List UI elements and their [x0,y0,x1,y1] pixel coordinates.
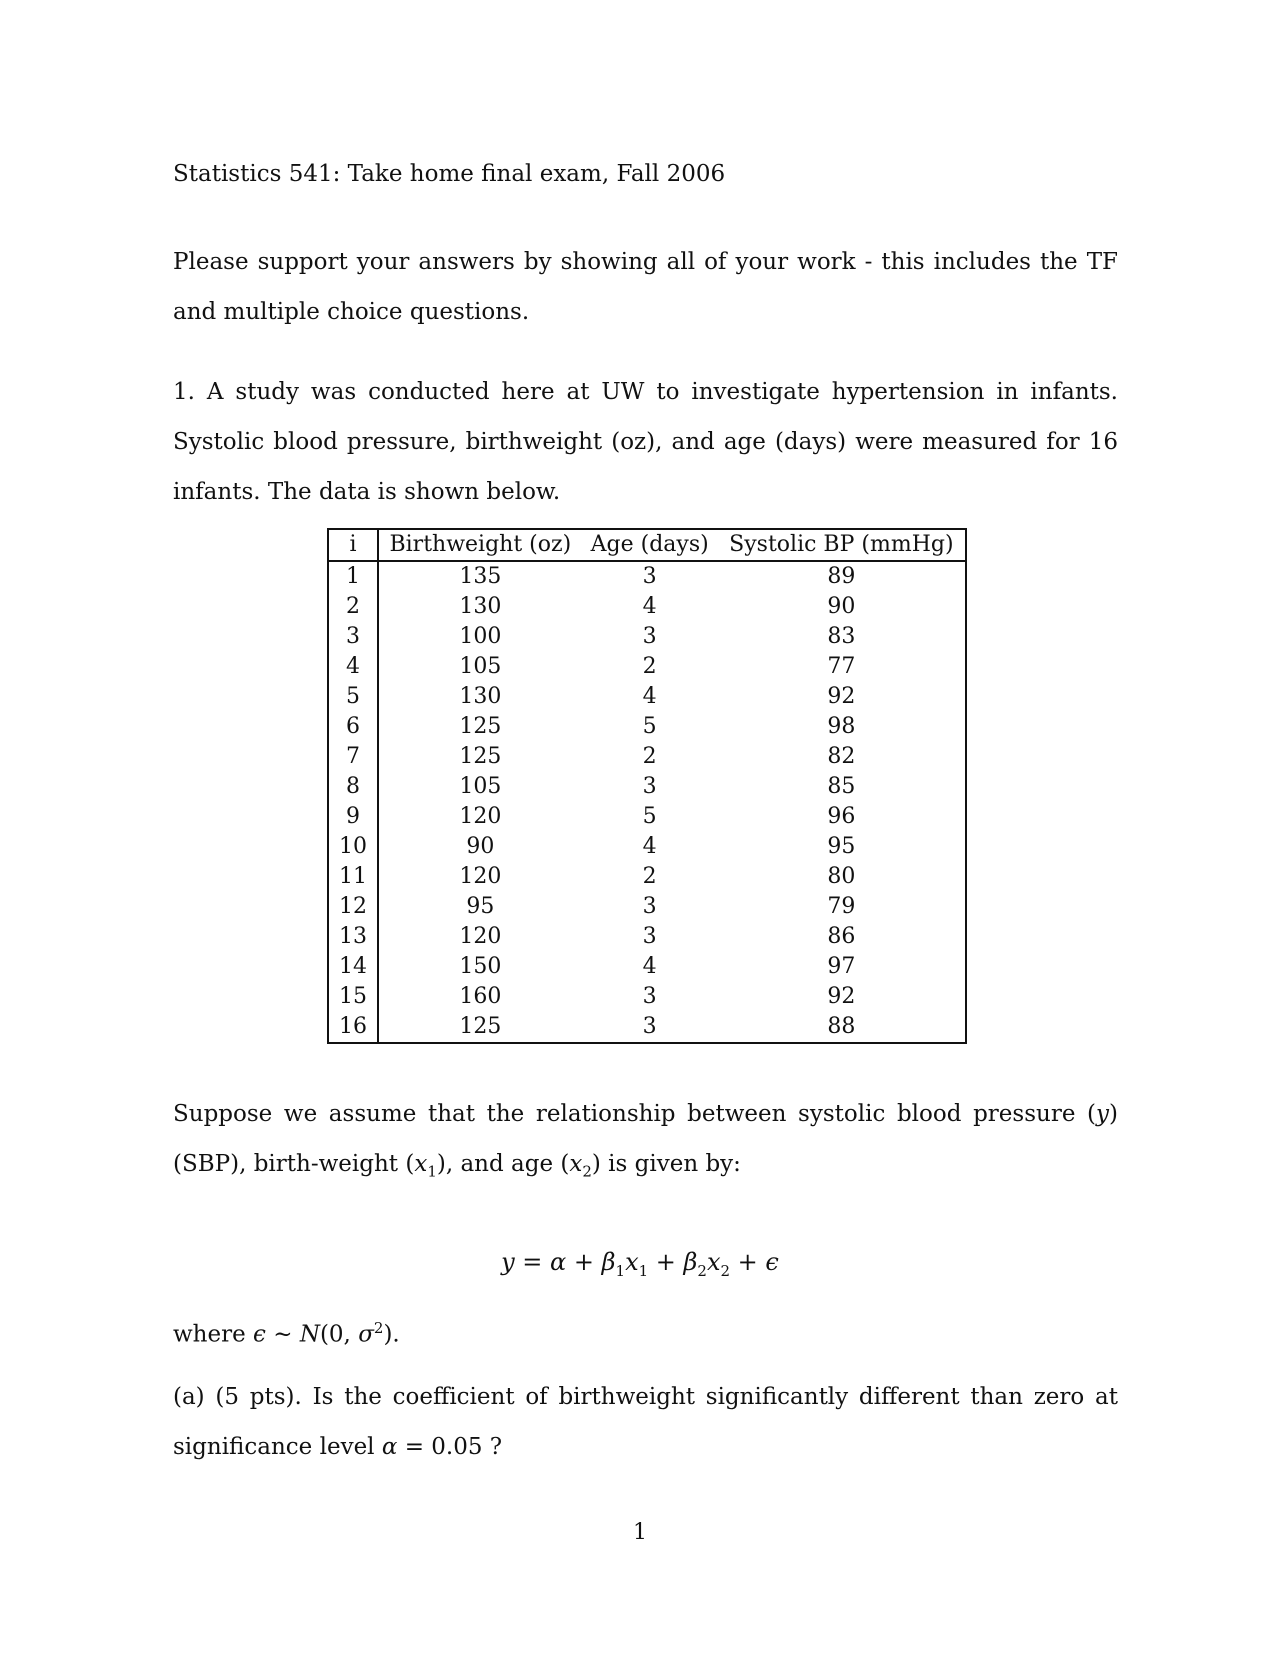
where-open: (0, [319,1321,359,1348]
table-row [328,982,966,1012]
part-a-text: Is the coefficient of birthweight significantly different than zero at significance level [173,1384,1118,1460]
table-cell: 14 [328,952,378,982]
table-cell: 8 [328,772,378,802]
table-cell: 90 [466,834,495,859]
table-row [328,592,966,622]
y-symbol: y [1096,1101,1110,1127]
table-cell: 125 [459,714,502,739]
x2-symbol: x [569,1151,583,1177]
eq-beta-1-sub: 1 [615,1261,626,1280]
part-a-text-end: = 0.05 ? [397,1434,503,1460]
table-cell: 4 [642,594,657,619]
table-row [328,802,966,832]
x1-subscript: 1 [427,1162,437,1181]
column-header: Birthweight (oz) [378,529,582,561]
table-cell: 4 [642,834,657,859]
table-cell: 2 [642,744,657,769]
table-cell: 2 [642,654,657,679]
table-cell: 11 [328,862,378,892]
infant-data-table [327,528,967,1044]
table-cell: 120 [459,924,502,949]
table-cell: 105 [459,774,502,799]
x1-symbol: x [414,1151,428,1177]
table-cell: 97 [827,954,856,979]
table-row [328,892,966,922]
where-epsilon: ϵ [253,1321,266,1348]
part-a-label: (a) (5 pts). [173,1384,302,1410]
where-close: ). [383,1321,400,1348]
table-cell: 130 [459,594,502,619]
table-cell: 3 [642,1014,657,1039]
table-row [328,772,966,802]
table-cell: 4 [328,652,378,682]
eq-x-2: x [706,1248,721,1276]
model-intro-text-1: Suppose we assume that the relationship between systolic blood pressure ( [173,1101,1097,1127]
table-cell: 1 [328,561,378,592]
column-header: Age (days) [582,529,718,561]
table-cell: 160 [459,984,502,1009]
eq-epsilon: ϵ [765,1248,779,1276]
model-intro-text-4: ) is given by: [591,1151,741,1177]
column-header: i [328,529,378,561]
table-body [328,561,966,1043]
table-cell: 120 [459,804,502,829]
where-tilde: ∼ [265,1321,300,1348]
table-cell: 80 [827,864,856,889]
table-row [328,561,966,592]
table-cell: 3 [642,924,657,949]
table-cell: 105 [459,654,502,679]
table-cell: 4 [642,954,657,979]
table-cell: 96 [827,804,856,829]
table-cell: 3 [328,622,378,652]
model-intro-paragraph [173,1089,1118,1197]
regression-equation [0,1248,1280,1280]
table-row [328,832,966,862]
table-cell: 3 [642,564,657,589]
table-cell: 2 [328,592,378,622]
question-1-intro: 1. A study was conducted here at UW to investigate hypertension in infants. Systolic blood pressure, birthweight (oz), and age (days) were measured for 16 infants. The data is shown below. [173,379,1118,505]
eq-x-2-sub: 2 [720,1261,731,1280]
table-row [328,712,966,742]
table-cell: 150 [459,954,502,979]
eq-x-1-sub: 1 [638,1261,649,1280]
eq-beta-2: β [683,1248,698,1276]
question-1a [173,1372,1118,1472]
model-intro-text-3: ), and age ( [436,1151,570,1177]
page-title: Statistics 541: Take home final exam, Fall 2006 [173,161,726,187]
table-cell: 83 [827,624,856,649]
x2-subscript: 2 [582,1162,592,1181]
table-cell: 7 [328,742,378,772]
table-cell: 4 [642,684,657,709]
table-row [328,652,966,682]
eq-beta-2-sub: 2 [697,1261,707,1280]
table-cell: 95 [827,834,856,859]
where-sigma: σ [358,1321,374,1348]
eq-equals: = [514,1248,551,1276]
table-row [328,952,966,982]
table-cell: 2 [642,864,657,889]
table-row [328,742,966,772]
table-cell: 3 [642,774,657,799]
eq-lhs: y [501,1248,515,1276]
table-cell: 95 [466,894,495,919]
table-cell: 79 [827,894,856,919]
table-cell: 85 [827,774,856,799]
where-prefix: where [173,1321,254,1348]
table-cell: 92 [827,684,856,709]
table-cell: 77 [827,654,856,679]
table-cell: 3 [642,984,657,1009]
table-cell: 120 [459,864,502,889]
eq-beta-1: β [601,1248,616,1276]
table-cell: 12 [328,892,378,922]
table-row [328,1012,966,1043]
table-cell: 5 [642,804,657,829]
table-row [328,682,966,712]
table-cell: 5 [328,682,378,712]
table-cell: 10 [328,832,378,862]
table-cell: 13 [328,922,378,952]
table-cell: 86 [827,924,856,949]
table-cell: 90 [827,594,856,619]
model-intro-text-2: ) (SBP), birth-weight ( [173,1101,1118,1177]
table-cell: 5 [642,714,657,739]
table-row [328,862,966,892]
table-cell: 88 [827,1014,856,1039]
page-number: 1 [633,1520,647,1545]
table-cell: 130 [459,684,502,709]
table-cell: 82 [827,744,856,769]
column-header: Systolic BP (mmHg) [718,529,966,561]
eq-x-1: x [625,1248,639,1276]
table-cell: 16 [328,1012,378,1043]
table-cell: 125 [459,744,502,769]
table-cell: 98 [827,714,856,739]
table-cell: 15 [328,982,378,1012]
table-cell: 89 [827,564,856,589]
error-distribution-clause [173,1311,1118,1352]
table-cell: 3 [642,624,657,649]
table-cell: 6 [328,712,378,742]
table-cell: 92 [827,984,856,1009]
where-sigma-sup: 2 [373,1319,384,1337]
eq-plus-2: + [648,1248,684,1276]
table-cell: 100 [459,624,502,649]
eq-alpha: α [550,1248,567,1276]
instructions-paragraph: Please support your answers by showing all of your work - this includes the TF and multiple choice questions. [173,249,1118,325]
table-header-row [328,529,966,561]
table-cell: 125 [459,1014,502,1039]
table-row [328,922,966,952]
part-a-alpha: α [381,1434,398,1460]
table-cell: 135 [459,564,502,589]
table-cell: 3 [642,894,657,919]
eq-plus-3: + [730,1248,766,1276]
eq-plus-1: + [566,1248,602,1276]
table-cell: 9 [328,802,378,832]
table-row [328,622,966,652]
where-normal: N [299,1321,320,1348]
